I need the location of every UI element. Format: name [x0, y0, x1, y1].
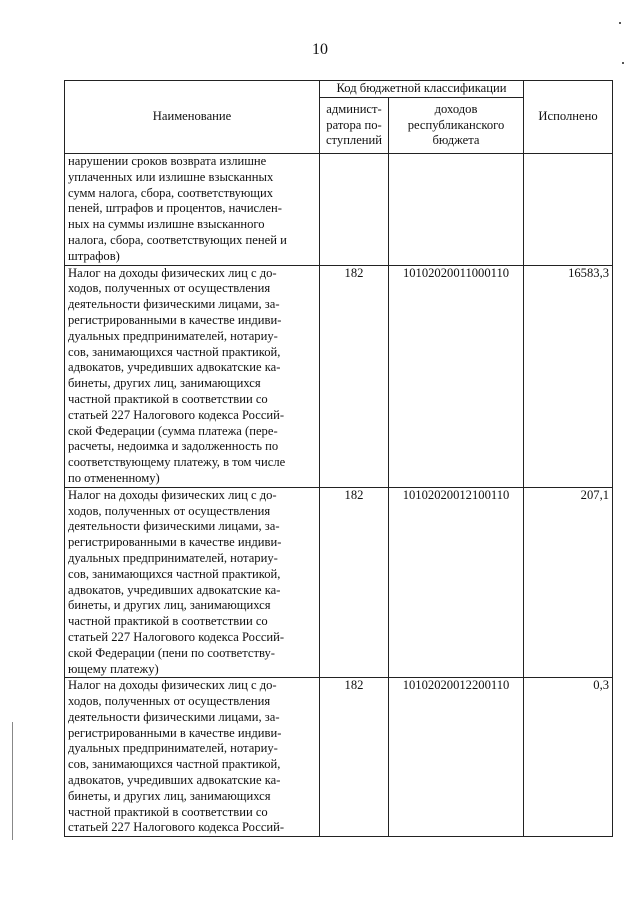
row-name-line: регистрированными в качестве индиви- [68, 725, 282, 740]
row-name-line: дуальных предпринимателей, нотариу- [68, 741, 278, 756]
header-admin-line: ступлений [325, 133, 383, 148]
row-admin [320, 154, 389, 266]
row-name-line: Налог на доходы физических лиц с до- [68, 678, 277, 693]
row-name-line: бинеты, и других лиц, занимающихся [68, 598, 271, 613]
row-name-line: сов, занимающихся частной практикой, [68, 757, 281, 772]
table-row [65, 265, 613, 487]
row-name-line: сумм налога, сбора, соответствующих [68, 185, 274, 200]
row-name-line: ходов, полученных от осуществления [68, 694, 271, 709]
row-name [65, 678, 320, 837]
row-executed: 0,3 [524, 678, 613, 837]
row-name [65, 265, 320, 487]
header-admin [320, 98, 389, 154]
header-row-top [65, 81, 613, 98]
row-code: 10102020012200110 [389, 678, 524, 837]
header-revenue [389, 98, 524, 154]
row-name-line: сов, занимающихся частной практикой, [68, 566, 281, 581]
header-admin-line: ратора по- [326, 117, 382, 132]
header-admin-line: админист- [326, 102, 382, 117]
row-name-line: бинеты, других лиц, занимающихся [68, 376, 261, 391]
row-name-line: регистрированными в качестве индиви- [68, 312, 282, 327]
row-executed: 207,1 [524, 487, 613, 678]
row-name-line: бинеты, и других лиц, занимающихся [68, 788, 271, 803]
row-name-line: ющему платежу) [68, 661, 159, 676]
row-name-line: нарушении сроков возврата излишне [68, 154, 267, 168]
page-number: 10 [312, 41, 328, 58]
budget-classification-table [64, 80, 613, 837]
row-name-line: адвокатов, учредивших адвокатские ка- [68, 360, 281, 375]
row-name [65, 154, 320, 266]
header-executed: Исполнено [524, 81, 613, 154]
row-admin: 182 [320, 678, 389, 837]
row-name-line: дуальных предпринимателей, нотариу- [68, 328, 278, 343]
row-name-line: уплаченных или излишне взысканных [68, 169, 274, 184]
row-name-line: по отмененному) [68, 470, 160, 485]
row-name-line: деятельности физическими лицами, за- [68, 519, 280, 534]
row-admin: 182 [320, 265, 389, 487]
row-code: 10102020011000110 [389, 265, 524, 487]
scan-speck [622, 62, 624, 64]
row-executed: 16583,3 [524, 265, 613, 487]
row-name-line: штрафов) [68, 248, 120, 263]
row-name-line: сов, занимающихся частной практикой, [68, 344, 281, 359]
row-name-line: частной практикой в соответствии со [68, 614, 268, 629]
row-name-line: статьей 227 Налогового кодекса Россий- [68, 820, 285, 835]
row-code [389, 154, 524, 266]
header-revenue-line: республиканского [407, 117, 505, 132]
row-name-line: деятельности физическими лицами, за- [68, 297, 280, 312]
row-code: 10102020012100110 [389, 487, 524, 678]
header-revenue-line: доходов [434, 102, 478, 117]
row-name-line: адвокатов, учредивших адвокатские ка- [68, 582, 281, 597]
row-name-line: ходов, полученных от осуществления [68, 281, 271, 296]
table-row [65, 487, 613, 678]
header-name: Наименование [65, 81, 320, 154]
row-name-line: ходов, полученных от осуществления [68, 503, 271, 518]
row-name-line: дуальных предпринимателей, нотариу- [68, 550, 278, 565]
row-name-line: деятельности физическими лицами, за- [68, 709, 280, 724]
scan-speck [619, 22, 621, 24]
row-executed [524, 154, 613, 266]
header-code-group: Код бюджетной классификации [320, 81, 524, 98]
table-row [65, 678, 613, 837]
row-name-line: статьей 227 Налогового кодекса Россий- [68, 407, 285, 422]
row-name-line: Налог на доходы физических лиц с до- [68, 265, 277, 280]
row-name-line: налога, сбора, соответствующих пеней и [68, 232, 287, 247]
table-row [65, 154, 613, 266]
row-admin: 182 [320, 487, 389, 678]
row-name-line: соответствующему платежу, в том числе [68, 455, 286, 470]
row-name [65, 487, 320, 678]
row-name-line: пеней, штрафов и процентов, начислен- [68, 201, 282, 216]
row-name-line: Налог на доходы физических лиц с до- [68, 487, 277, 502]
row-name-line: статьей 227 Налогового кодекса Россий- [68, 629, 285, 644]
row-name-line: частной практикой в соответствии со [68, 391, 268, 406]
row-name-line: ской Федерации (пени по соответству- [68, 645, 275, 660]
row-name-line: расчеты, недоимка и задолженность по [68, 439, 279, 454]
row-name-line: ных на суммы излишне взысканного [68, 217, 265, 232]
row-name-line: регистрированными в качестве индиви- [68, 535, 282, 550]
header-revenue-line: бюджета [432, 133, 480, 148]
row-name-line: ской Федерации (сумма платежа (пере- [68, 423, 278, 438]
row-name-line: адвокатов, учредивших адвокатские ка- [68, 773, 281, 788]
row-name-line: частной практикой в соответствии со [68, 804, 268, 819]
scan-margin-line [12, 722, 13, 840]
